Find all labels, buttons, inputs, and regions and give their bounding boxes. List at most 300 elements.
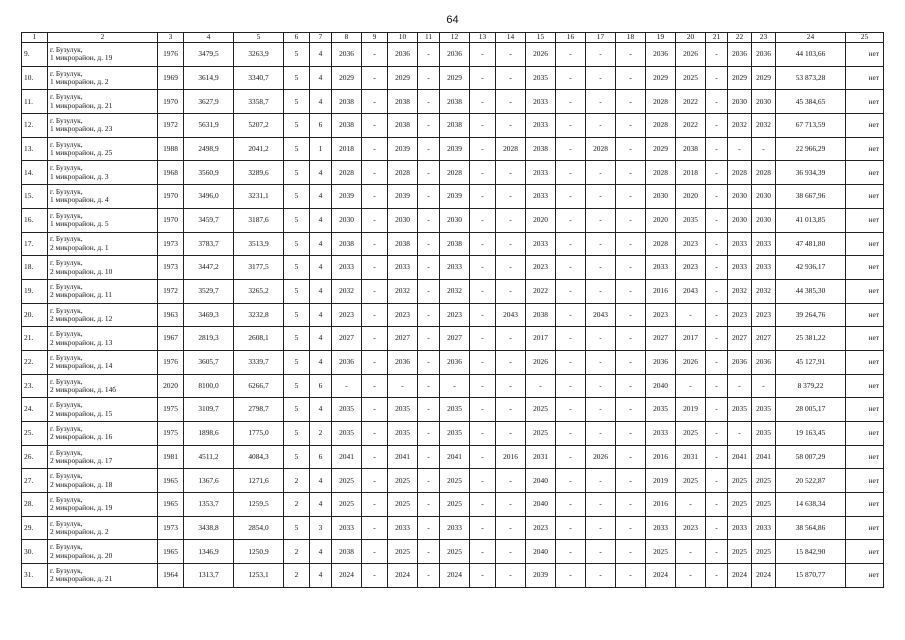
column-number-header: 19 <box>646 33 676 43</box>
table-cell-col-9: 2033 <box>388 256 418 280</box>
row-number-cell: 12. <box>22 114 48 138</box>
table-row <box>22 516 884 540</box>
table-cell-col-12: - <box>470 398 496 422</box>
table-cell-col-20: - <box>706 232 728 256</box>
table-cell-col-17: - <box>616 232 646 256</box>
table-cell-col-9: 2035 <box>388 422 418 446</box>
table-cell-col-4: 3513,9 <box>234 232 284 256</box>
row-number-cell: 10. <box>22 66 48 90</box>
table-cell-col-11: 2041 <box>440 445 470 469</box>
table-cell-col-4: 4084,3 <box>234 445 284 469</box>
table-cell-col-8: - <box>362 256 388 280</box>
table-cell-col-24: нет <box>846 232 884 256</box>
table-cell-col-2: 1967 <box>158 327 184 351</box>
table-cell-col-23: 38 667,96 <box>776 185 846 209</box>
table-row <box>22 185 884 209</box>
table-cell-col-23: 53 873,28 <box>776 66 846 90</box>
table-cell-col-19: - <box>676 540 706 564</box>
table-cell-col-15: - <box>556 445 586 469</box>
table-cell-col-5: 5 <box>284 185 310 209</box>
address-city: г. Бузулук, <box>50 187 83 197</box>
table-cell-col-11: 2028 <box>440 161 470 185</box>
table-row <box>22 398 884 422</box>
table-cell-col-15: - <box>556 516 586 540</box>
table-cell-col-7: 2036 <box>332 350 362 374</box>
table-cell-col-5: 5 <box>284 137 310 161</box>
table-cell-col-16: - <box>586 90 616 114</box>
address-cell <box>48 90 158 114</box>
table-cell-col-9: 2038 <box>388 114 418 138</box>
table-cell-col-6: 4 <box>310 232 332 256</box>
table-cell-col-14: 2040 <box>526 469 556 493</box>
table-row <box>22 327 884 351</box>
table-cell-col-20: - <box>706 398 728 422</box>
table-cell-col-18: 2033 <box>646 516 676 540</box>
table-cell-col-16: - <box>586 564 616 588</box>
table-cell-col-22: - <box>752 374 776 398</box>
table-cell-col-12: - <box>470 327 496 351</box>
address-district-house: 2 микрорайон, д. 20 <box>50 550 113 560</box>
table-cell-col-18: 2023 <box>646 303 676 327</box>
table-cell-col-5: 5 <box>284 279 310 303</box>
table-cell-col-3: 1346,9 <box>184 540 234 564</box>
table-cell-col-11: 2029 <box>440 66 470 90</box>
table-cell-col-15: - <box>556 374 586 398</box>
address-cell <box>48 232 158 256</box>
table-row <box>22 422 884 446</box>
table-cell-col-5: 5 <box>284 161 310 185</box>
table-cell-col-2: 1970 <box>158 90 184 114</box>
table-cell-col-7: 2038 <box>332 232 362 256</box>
table-cell-col-16: 2043 <box>586 303 616 327</box>
table-cell-col-10: - <box>418 137 440 161</box>
table-cell-col-2: 1970 <box>158 208 184 232</box>
table-cell-col-7: 2036 <box>332 43 362 67</box>
table-cell-col-22: 2025 <box>752 469 776 493</box>
table-cell-col-6: 4 <box>310 43 332 67</box>
table-cell-col-15: - <box>556 208 586 232</box>
column-number-header: 6 <box>284 33 310 43</box>
table-cell-col-24: нет <box>846 374 884 398</box>
table-cell-col-14: 2033 <box>526 161 556 185</box>
table-cell-col-7: 2038 <box>332 540 362 564</box>
table-cell-col-17: - <box>616 469 646 493</box>
table-cell-col-3: 2498,9 <box>184 137 234 161</box>
column-number-header: 14 <box>496 33 526 43</box>
table-cell-col-6: 4 <box>310 540 332 564</box>
table-cell-col-3: 8100,0 <box>184 374 234 398</box>
table-cell-col-19: 2031 <box>676 445 706 469</box>
table-cell-col-5: 5 <box>284 350 310 374</box>
table-cell-col-20: - <box>706 516 728 540</box>
table-cell-col-21: 2029 <box>728 66 752 90</box>
table-cell-col-3: 3560,9 <box>184 161 234 185</box>
table-cell-col-23: 42 936,17 <box>776 256 846 280</box>
row-number-cell: 23. <box>22 374 48 398</box>
table-cell-col-5: 5 <box>284 374 310 398</box>
table-cell-col-3: 3459,7 <box>184 208 234 232</box>
table-cell-col-21: 2024 <box>728 564 752 588</box>
table-cell-col-22: 2036 <box>752 43 776 67</box>
table-cell-col-17: - <box>616 185 646 209</box>
table-cell-col-13: - <box>496 493 526 517</box>
table-cell-col-3: 3614,9 <box>184 66 234 90</box>
table-cell-col-6: 3 <box>310 516 332 540</box>
table-cell-col-24: нет <box>846 327 884 351</box>
table-cell-col-16: - <box>586 469 616 493</box>
table-cell-col-23: 25 381,22 <box>776 327 846 351</box>
table-cell-col-24: нет <box>846 445 884 469</box>
table-cell-col-12: - <box>470 256 496 280</box>
address-cell <box>48 208 158 232</box>
table-cell-col-10: - <box>418 256 440 280</box>
table-cell-col-3: 3109,7 <box>184 398 234 422</box>
table-cell-col-23: 47 481,80 <box>776 232 846 256</box>
table-cell-col-8: - <box>362 137 388 161</box>
table-cell-col-6: 4 <box>310 350 332 374</box>
table-cell-col-24: нет <box>846 469 884 493</box>
table-cell-col-12: - <box>470 493 496 517</box>
table-cell-col-11: 2038 <box>440 114 470 138</box>
table-cell-col-18: 2036 <box>646 43 676 67</box>
table-cell-col-21: - <box>728 137 752 161</box>
table-cell-col-13: - <box>496 232 526 256</box>
table-cell-col-19: 2017 <box>676 327 706 351</box>
table-cell-col-12: - <box>470 161 496 185</box>
table-cell-col-23: 14 638,34 <box>776 493 846 517</box>
table-row <box>22 469 884 493</box>
table-cell-col-4: 5207,2 <box>234 114 284 138</box>
table-cell-col-24: нет <box>846 516 884 540</box>
table-cell-col-3: 1898,6 <box>184 422 234 446</box>
table-cell-col-18: 2035 <box>646 398 676 422</box>
table-cell-col-13: - <box>496 185 526 209</box>
table-cell-col-8: - <box>362 279 388 303</box>
table-cell-col-13: - <box>496 540 526 564</box>
table-cell-col-18: 2033 <box>646 256 676 280</box>
address-city: г. Бузулук, <box>50 68 83 78</box>
table-cell-col-24: нет <box>846 208 884 232</box>
table-cell-col-14: 2025 <box>526 398 556 422</box>
table-cell-col-20: - <box>706 256 728 280</box>
table-cell-col-7: 2030 <box>332 208 362 232</box>
column-number-header: 21 <box>706 33 728 43</box>
table-row <box>22 208 884 232</box>
table-cell-col-22: 2032 <box>752 279 776 303</box>
column-number-header: 22 <box>728 33 752 43</box>
address-city: г. Бузулук, <box>50 210 83 220</box>
table-cell-col-13: - <box>496 564 526 588</box>
table-cell-col-13: - <box>496 208 526 232</box>
table-cell-col-23: 20 522,87 <box>776 469 846 493</box>
table-cell-col-24: нет <box>846 43 884 67</box>
address-cell <box>48 43 158 67</box>
table-cell-col-10: - <box>418 161 440 185</box>
table-cell-col-22: 2030 <box>752 185 776 209</box>
table-row <box>22 256 884 280</box>
column-number-header: 9 <box>362 33 388 43</box>
table-cell-col-24: нет <box>846 279 884 303</box>
table-cell-col-23: 15 870,77 <box>776 564 846 588</box>
table-cell-col-11: 2039 <box>440 185 470 209</box>
table-cell-col-19: - <box>676 564 706 588</box>
table-cell-col-14: 2038 <box>526 137 556 161</box>
table-cell-col-21: 2032 <box>728 279 752 303</box>
table-cell-col-22: 2035 <box>752 422 776 446</box>
row-number-cell: 19. <box>22 279 48 303</box>
row-number-cell: 28. <box>22 493 48 517</box>
table-cell-col-9: 2039 <box>388 185 418 209</box>
table-cell-col-10: - <box>418 493 440 517</box>
table-cell-col-15: - <box>556 232 586 256</box>
table-cell-col-9: 2039 <box>388 137 418 161</box>
table-cell-col-15: - <box>556 114 586 138</box>
table-cell-col-17: - <box>616 516 646 540</box>
table-cell-col-13: - <box>496 374 526 398</box>
table-cell-col-24: нет <box>846 398 884 422</box>
table-cell-col-2: 1975 <box>158 422 184 446</box>
column-number-header: 23 <box>752 33 776 43</box>
table-cell-col-22: 2036 <box>752 350 776 374</box>
table-cell-col-22: 2028 <box>752 161 776 185</box>
table-cell-col-8: - <box>362 303 388 327</box>
table-cell-col-24: нет <box>846 114 884 138</box>
table-cell-col-9: 2029 <box>388 66 418 90</box>
table-cell-col-23: 58 007,29 <box>776 445 846 469</box>
table-cell-col-15: - <box>556 256 586 280</box>
table-cell-col-14: 2020 <box>526 208 556 232</box>
table-cell-col-16: - <box>586 350 616 374</box>
column-number-header: 2 <box>48 33 158 43</box>
table-cell-col-18: 2028 <box>646 114 676 138</box>
table-cell-col-24: нет <box>846 422 884 446</box>
table-cell-col-19: 2023 <box>676 256 706 280</box>
table-cell-col-8: - <box>362 469 388 493</box>
table-cell-col-19: 2022 <box>676 114 706 138</box>
table-cell-col-12: - <box>470 350 496 374</box>
table-cell-col-8: - <box>362 232 388 256</box>
table-cell-col-7: 2027 <box>332 327 362 351</box>
column-number-header: 4 <box>184 33 234 43</box>
table-cell-col-19: 2026 <box>676 43 706 67</box>
address-district-house: 1 микрорайон, д. 19 <box>50 53 113 63</box>
table-cell-col-24: нет <box>846 185 884 209</box>
table-cell-col-5: 5 <box>284 327 310 351</box>
row-number-cell: 15. <box>22 185 48 209</box>
table-row <box>22 161 884 185</box>
table-cell-col-10: - <box>418 374 440 398</box>
table-cell-col-17: - <box>616 279 646 303</box>
table-cell-col-4: 3339,7 <box>234 350 284 374</box>
table-cell-col-23: 15 842,90 <box>776 540 846 564</box>
table-cell-col-4: 1775,0 <box>234 422 284 446</box>
table-cell-col-2: 1965 <box>158 540 184 564</box>
table-cell-col-12: - <box>470 114 496 138</box>
table-cell-col-7: 2023 <box>332 303 362 327</box>
table-cell-col-5: 2 <box>284 564 310 588</box>
row-number-cell: 14. <box>22 161 48 185</box>
address-district-house: 2 микрорайон, д. 1 <box>50 242 109 252</box>
table-cell-col-9: 2024 <box>388 564 418 588</box>
table-cell-col-14: 2033 <box>526 90 556 114</box>
table-cell-col-12: - <box>470 469 496 493</box>
table-cell-col-3: 3469,3 <box>184 303 234 327</box>
table-cell-col-13: - <box>496 350 526 374</box>
address-city: г. Бузулук, <box>50 329 83 339</box>
table-row <box>22 66 884 90</box>
column-number-header: 10 <box>388 33 418 43</box>
address-city: г. Бузулук, <box>50 352 83 362</box>
table-cell-col-20: - <box>706 208 728 232</box>
address-cell <box>48 114 158 138</box>
table-cell-col-23: 45 384,65 <box>776 90 846 114</box>
table-cell-col-20: - <box>706 564 728 588</box>
table-cell-col-9: 2041 <box>388 445 418 469</box>
table-cell-col-6: 4 <box>310 327 332 351</box>
table-cell-col-17: - <box>616 445 646 469</box>
address-city: г. Бузулук, <box>50 163 83 173</box>
table-cell-col-12: - <box>470 540 496 564</box>
table-row <box>22 137 884 161</box>
table-cell-col-22: 2033 <box>752 256 776 280</box>
table-cell-col-14: 2040 <box>526 493 556 517</box>
table-cell-col-4: 3231,1 <box>234 185 284 209</box>
address-cell <box>48 516 158 540</box>
table-cell-col-10: - <box>418 540 440 564</box>
table-cell-col-10: - <box>418 232 440 256</box>
table-cell-col-15: - <box>556 137 586 161</box>
table-cell-col-21: 2030 <box>728 90 752 114</box>
table-cell-col-19: - <box>676 374 706 398</box>
table-cell-col-23: 44 103,66 <box>776 43 846 67</box>
address-district-house: 2 микрорайон, д. 14 <box>50 361 113 371</box>
row-number-cell: 31. <box>22 564 48 588</box>
address-district-house: 2 микрорайон, д. 14б <box>50 384 117 394</box>
address-district-house: 2 микрорайон, д. 18 <box>50 479 113 489</box>
table-cell-col-17: - <box>616 398 646 422</box>
table-cell-col-12: - <box>470 516 496 540</box>
table-cell-col-6: 4 <box>310 208 332 232</box>
table-cell-col-23: 41 013,85 <box>776 208 846 232</box>
table-cell-col-19: - <box>676 493 706 517</box>
table-cell-col-4: 3358,7 <box>234 90 284 114</box>
table-cell-col-14: 2033 <box>526 232 556 256</box>
address-district-house: 1 микрорайон, д. 3 <box>50 171 109 181</box>
table-cell-col-11: 2038 <box>440 90 470 114</box>
table-cell-col-14: 2017 <box>526 327 556 351</box>
address-district-house: 2 микрорайон, д. 11 <box>50 290 113 300</box>
column-number-header: 25 <box>846 33 884 43</box>
table-cell-col-11: 2025 <box>440 540 470 564</box>
table-cell-col-5: 5 <box>284 303 310 327</box>
table-cell-col-17: - <box>616 43 646 67</box>
table-cell-col-13: - <box>496 114 526 138</box>
table-cell-col-15: - <box>556 422 586 446</box>
table-cell-col-21: 2041 <box>728 445 752 469</box>
table-cell-col-16: - <box>586 185 616 209</box>
address-city: г. Бузулук, <box>50 258 83 268</box>
table-cell-col-7: 2029 <box>332 66 362 90</box>
table-cell-col-9: 2035 <box>388 398 418 422</box>
table-cell-col-21: 2030 <box>728 208 752 232</box>
table-cell-col-4: 2854,0 <box>234 516 284 540</box>
table-cell-col-10: - <box>418 327 440 351</box>
table-cell-col-15: - <box>556 540 586 564</box>
table-cell-col-5: 5 <box>284 114 310 138</box>
table-cell-col-6: 4 <box>310 256 332 280</box>
table-cell-col-11: 2024 <box>440 564 470 588</box>
table-cell-col-16: - <box>586 256 616 280</box>
table-cell-col-14: 2040 <box>526 540 556 564</box>
table-cell-col-5: 5 <box>284 90 310 114</box>
table-cell-col-8: - <box>362 185 388 209</box>
table-cell-col-14: 2033 <box>526 114 556 138</box>
table-cell-col-21: 2023 <box>728 303 752 327</box>
table-cell-col-17: - <box>616 350 646 374</box>
address-cell <box>48 256 158 280</box>
address-city: г. Бузулук, <box>50 447 83 457</box>
table-cell-col-6: 4 <box>310 90 332 114</box>
table-cell-col-2: 1973 <box>158 232 184 256</box>
table-cell-col-16: - <box>586 422 616 446</box>
column-number-header: 11 <box>418 33 440 43</box>
table-cell-col-21: 2033 <box>728 256 752 280</box>
table-cell-col-20: - <box>706 66 728 90</box>
table-cell-col-14: 2025 <box>526 422 556 446</box>
table-cell-col-11: 2027 <box>440 327 470 351</box>
table-cell-col-15: - <box>556 350 586 374</box>
table-cell-col-15: - <box>556 398 586 422</box>
table-cell-col-6: 4 <box>310 564 332 588</box>
table-cell-col-21: 2036 <box>728 350 752 374</box>
table-row <box>22 90 884 114</box>
table-cell-col-9: 2038 <box>388 90 418 114</box>
table-cell-col-14: - <box>526 374 556 398</box>
table-cell-col-9: 2025 <box>388 493 418 517</box>
address-district-house: 1 микрорайон, д. 2 <box>50 77 109 87</box>
table-cell-col-24: нет <box>846 66 884 90</box>
table-cell-col-10: - <box>418 564 440 588</box>
row-number-cell: 30. <box>22 540 48 564</box>
table-cell-col-3: 3447,2 <box>184 256 234 280</box>
table-cell-col-8: - <box>362 208 388 232</box>
table-cell-col-11: 2032 <box>440 279 470 303</box>
table-cell-col-4: 2798,7 <box>234 398 284 422</box>
table-cell-col-16: - <box>586 493 616 517</box>
table-cell-col-2: 1988 <box>158 137 184 161</box>
table-cell-col-10: - <box>418 279 440 303</box>
table-cell-col-18: 2027 <box>646 327 676 351</box>
table-cell-col-17: - <box>616 564 646 588</box>
address-district-house: 2 микрорайон, д. 12 <box>50 313 113 323</box>
table-cell-col-19: 2043 <box>676 279 706 303</box>
table-cell-col-4: 3177,5 <box>234 256 284 280</box>
table-cell-col-6: 2 <box>310 422 332 446</box>
address-cell <box>48 279 158 303</box>
table-cell-col-8: - <box>362 350 388 374</box>
address-cell <box>48 564 158 588</box>
table-cell-col-3: 1353,7 <box>184 493 234 517</box>
address-district-house: 2 микрорайон, д. 10 <box>50 266 113 276</box>
table-cell-col-6: 6 <box>310 114 332 138</box>
table-cell-col-6: 4 <box>310 185 332 209</box>
table-cell-col-18: 2029 <box>646 137 676 161</box>
table-cell-col-11: 2035 <box>440 398 470 422</box>
address-cell <box>48 161 158 185</box>
table-cell-col-11: 2023 <box>440 303 470 327</box>
table-cell-col-22: - <box>752 137 776 161</box>
address-cell <box>48 469 158 493</box>
